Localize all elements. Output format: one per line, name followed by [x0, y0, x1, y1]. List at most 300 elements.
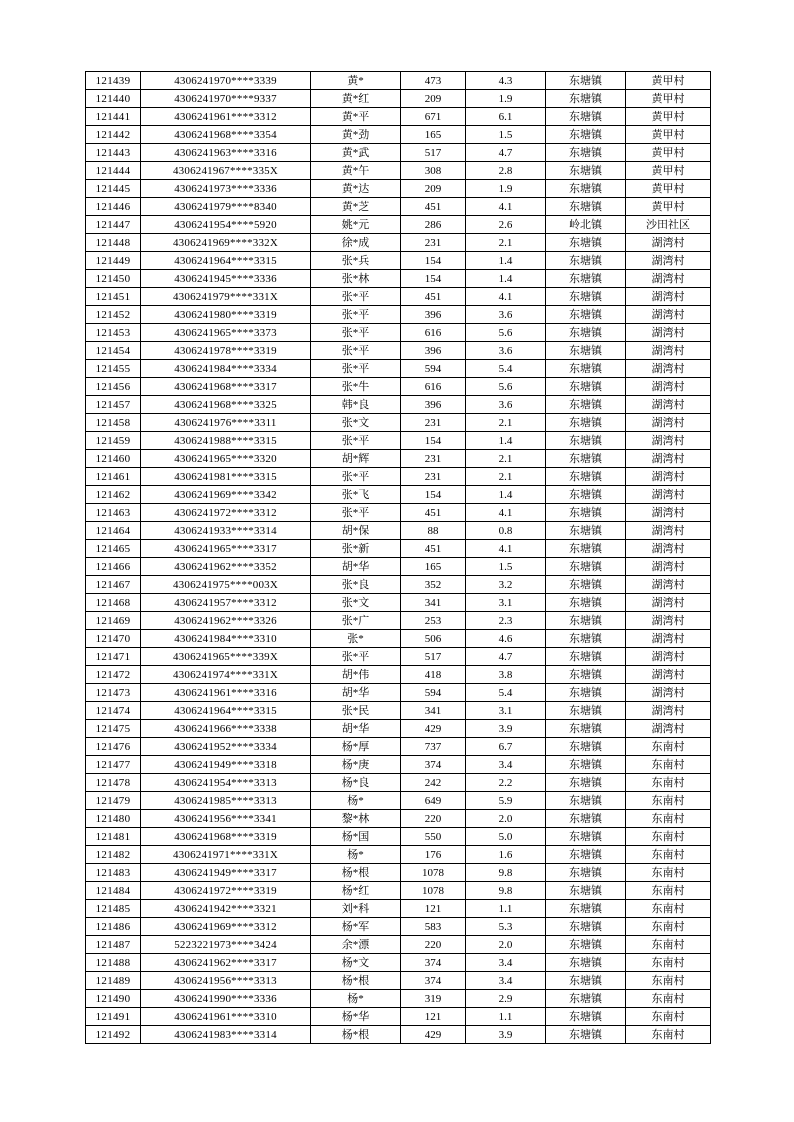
serial-number-cell: 121473 — [86, 684, 141, 702]
area-cell: 4.6 — [466, 630, 546, 648]
town-cell: 东塘镇 — [546, 990, 626, 1008]
table-row — [86, 216, 711, 234]
amount-cell: 231 — [401, 234, 466, 252]
serial-number-cell: 121468 — [86, 594, 141, 612]
name-cell: 张*牛 — [311, 378, 401, 396]
town-cell: 东塘镇 — [546, 522, 626, 540]
town-cell: 东塘镇 — [546, 954, 626, 972]
table-row — [86, 612, 711, 630]
name-cell: 杨*华 — [311, 1008, 401, 1026]
name-cell: 胡*伟 — [311, 666, 401, 684]
name-cell: 杨*根 — [311, 864, 401, 882]
town-cell: 东塘镇 — [546, 684, 626, 702]
area-cell: 2.0 — [466, 810, 546, 828]
name-cell: 黄*平 — [311, 108, 401, 126]
table-row — [86, 72, 711, 90]
area-cell: 2.1 — [466, 468, 546, 486]
area-cell: 2.1 — [466, 234, 546, 252]
table-row — [86, 198, 711, 216]
town-cell: 东塘镇 — [546, 486, 626, 504]
village-cell: 湖湾村 — [626, 486, 711, 504]
name-cell: 胡*华 — [311, 684, 401, 702]
serial-number-cell: 121489 — [86, 972, 141, 990]
town-cell: 东塘镇 — [546, 108, 626, 126]
area-cell: 2.9 — [466, 990, 546, 1008]
serial-number-cell: 121453 — [86, 324, 141, 342]
name-cell: 张*平 — [311, 468, 401, 486]
village-cell: 黄甲村 — [626, 180, 711, 198]
serial-number-cell: 121482 — [86, 846, 141, 864]
table-row — [86, 828, 711, 846]
table-row — [86, 414, 711, 432]
area-cell: 3.4 — [466, 756, 546, 774]
table-row — [86, 1008, 711, 1026]
area-cell: 2.1 — [466, 414, 546, 432]
name-cell: 韩*良 — [311, 396, 401, 414]
town-cell: 东塘镇 — [546, 558, 626, 576]
table-row — [86, 702, 711, 720]
serial-number-cell: 121460 — [86, 450, 141, 468]
id-number-cell: 4306241972****3312 — [141, 504, 311, 522]
name-cell: 张*民 — [311, 702, 401, 720]
name-cell: 余*漂 — [311, 936, 401, 954]
name-cell: 张*文 — [311, 594, 401, 612]
town-cell: 东塘镇 — [546, 162, 626, 180]
name-cell: 张*良 — [311, 576, 401, 594]
town-cell: 东塘镇 — [546, 702, 626, 720]
table-row — [86, 162, 711, 180]
town-cell: 东塘镇 — [546, 396, 626, 414]
serial-number-cell: 121449 — [86, 252, 141, 270]
table-row — [86, 522, 711, 540]
amount-cell: 429 — [401, 1026, 466, 1044]
table-row — [86, 936, 711, 954]
serial-number-cell: 121471 — [86, 648, 141, 666]
town-cell: 东塘镇 — [546, 252, 626, 270]
id-number-cell: 4306241972****3319 — [141, 882, 311, 900]
town-cell: 东塘镇 — [546, 1008, 626, 1026]
name-cell: 张*平 — [311, 648, 401, 666]
name-cell: 姚*元 — [311, 216, 401, 234]
area-cell: 3.1 — [466, 594, 546, 612]
amount-cell: 165 — [401, 126, 466, 144]
name-cell: 胡*保 — [311, 522, 401, 540]
id-number-cell: 4306241961****3312 — [141, 108, 311, 126]
table-row — [86, 900, 711, 918]
table-row — [86, 864, 711, 882]
town-cell: 东塘镇 — [546, 378, 626, 396]
village-cell: 黄甲村 — [626, 162, 711, 180]
amount-cell: 396 — [401, 306, 466, 324]
area-cell: 4.3 — [466, 72, 546, 90]
name-cell: 徐*成 — [311, 234, 401, 252]
name-cell: 黄*红 — [311, 90, 401, 108]
town-cell: 东塘镇 — [546, 468, 626, 486]
name-cell: 胡*华 — [311, 558, 401, 576]
serial-number-cell: 121455 — [86, 360, 141, 378]
town-cell: 东塘镇 — [546, 414, 626, 432]
area-cell: 5.3 — [466, 918, 546, 936]
id-number-cell: 4306241956****3313 — [141, 972, 311, 990]
amount-cell: 121 — [401, 1008, 466, 1026]
town-cell: 东塘镇 — [546, 936, 626, 954]
name-cell: 张*平 — [311, 324, 401, 342]
area-cell: 9.8 — [466, 882, 546, 900]
name-cell: 张* — [311, 630, 401, 648]
name-cell: 张*平 — [311, 504, 401, 522]
id-number-cell: 4306241962****3352 — [141, 558, 311, 576]
village-cell: 湖湾村 — [626, 630, 711, 648]
village-cell: 黄甲村 — [626, 198, 711, 216]
table-row — [86, 90, 711, 108]
id-number-cell: 4306241979****331X — [141, 288, 311, 306]
name-cell: 杨* — [311, 792, 401, 810]
village-cell: 湖湾村 — [626, 612, 711, 630]
village-cell: 东南村 — [626, 900, 711, 918]
serial-number-cell: 121448 — [86, 234, 141, 252]
village-cell: 湖湾村 — [626, 252, 711, 270]
amount-cell: 154 — [401, 486, 466, 504]
id-number-cell: 4306241949****3317 — [141, 864, 311, 882]
name-cell: 黄* — [311, 72, 401, 90]
id-number-cell: 4306241961****3310 — [141, 1008, 311, 1026]
id-number-cell: 4306241963****3316 — [141, 144, 311, 162]
serial-number-cell: 121475 — [86, 720, 141, 738]
name-cell: 杨*军 — [311, 918, 401, 936]
town-cell: 东塘镇 — [546, 270, 626, 288]
area-cell: 1.5 — [466, 126, 546, 144]
id-number-cell: 4306241962****3317 — [141, 954, 311, 972]
serial-number-cell: 121492 — [86, 1026, 141, 1044]
town-cell: 东塘镇 — [546, 342, 626, 360]
town-cell: 东塘镇 — [546, 450, 626, 468]
village-cell: 东南村 — [626, 810, 711, 828]
village-cell: 湖湾村 — [626, 342, 711, 360]
area-cell: 4.1 — [466, 198, 546, 216]
village-cell: 黄甲村 — [626, 90, 711, 108]
id-number-cell: 4306241968****3354 — [141, 126, 311, 144]
area-cell: 4.1 — [466, 504, 546, 522]
area-cell: 5.6 — [466, 324, 546, 342]
serial-number-cell: 121465 — [86, 540, 141, 558]
town-cell: 东塘镇 — [546, 90, 626, 108]
amount-cell: 616 — [401, 324, 466, 342]
serial-number-cell: 121472 — [86, 666, 141, 684]
area-cell: 4.7 — [466, 648, 546, 666]
table-row — [86, 1026, 711, 1044]
table-row — [86, 720, 711, 738]
serial-number-cell: 121440 — [86, 90, 141, 108]
area-cell: 5.0 — [466, 828, 546, 846]
table-row — [86, 756, 711, 774]
table-row — [86, 468, 711, 486]
name-cell: 黎*林 — [311, 810, 401, 828]
amount-cell: 231 — [401, 450, 466, 468]
name-cell: 张*平 — [311, 432, 401, 450]
serial-number-cell: 121485 — [86, 900, 141, 918]
village-cell: 黄甲村 — [626, 108, 711, 126]
table-row — [86, 594, 711, 612]
id-number-cell: 4306241968****3317 — [141, 378, 311, 396]
village-cell: 湖湾村 — [626, 270, 711, 288]
name-cell: 黄*午 — [311, 162, 401, 180]
amount-cell: 396 — [401, 342, 466, 360]
amount-cell: 451 — [401, 540, 466, 558]
amount-cell: 374 — [401, 756, 466, 774]
town-cell: 东塘镇 — [546, 180, 626, 198]
serial-number-cell: 121442 — [86, 126, 141, 144]
serial-number-cell: 121481 — [86, 828, 141, 846]
id-number-cell: 4306241985****3313 — [141, 792, 311, 810]
serial-number-cell: 121483 — [86, 864, 141, 882]
village-cell: 东南村 — [626, 792, 711, 810]
amount-cell: 737 — [401, 738, 466, 756]
area-cell: 1.5 — [466, 558, 546, 576]
village-cell: 黄甲村 — [626, 144, 711, 162]
name-cell: 胡*辉 — [311, 450, 401, 468]
amount-cell: 616 — [401, 378, 466, 396]
table-row — [86, 486, 711, 504]
village-cell: 沙田社区 — [626, 216, 711, 234]
amount-cell: 594 — [401, 684, 466, 702]
town-cell: 东塘镇 — [546, 846, 626, 864]
amount-cell: 319 — [401, 990, 466, 1008]
town-cell: 东塘镇 — [546, 882, 626, 900]
village-cell: 东南村 — [626, 1008, 711, 1026]
village-cell: 东南村 — [626, 882, 711, 900]
id-number-cell: 4306241961****3316 — [141, 684, 311, 702]
name-cell: 刘*科 — [311, 900, 401, 918]
id-number-cell: 4306241965****3320 — [141, 450, 311, 468]
area-cell: 1.4 — [466, 432, 546, 450]
id-number-cell: 4306241965****339X — [141, 648, 311, 666]
serial-number-cell: 121461 — [86, 468, 141, 486]
town-cell: 东塘镇 — [546, 504, 626, 522]
area-cell: 5.9 — [466, 792, 546, 810]
area-cell: 3.8 — [466, 666, 546, 684]
id-number-cell: 4306241967****335X — [141, 162, 311, 180]
village-cell: 湖湾村 — [626, 468, 711, 486]
area-cell: 6.7 — [466, 738, 546, 756]
amount-cell: 88 — [401, 522, 466, 540]
town-cell: 岭北镇 — [546, 216, 626, 234]
town-cell: 东塘镇 — [546, 666, 626, 684]
amount-cell: 473 — [401, 72, 466, 90]
area-cell: 3.6 — [466, 396, 546, 414]
serial-number-cell: 121457 — [86, 396, 141, 414]
area-cell: 3.1 — [466, 702, 546, 720]
id-number-cell: 4306241975****003X — [141, 576, 311, 594]
town-cell: 东塘镇 — [546, 306, 626, 324]
serial-number-cell: 121439 — [86, 72, 141, 90]
village-cell: 湖湾村 — [626, 576, 711, 594]
serial-number-cell: 121446 — [86, 198, 141, 216]
area-cell: 9.8 — [466, 864, 546, 882]
town-cell: 东塘镇 — [546, 918, 626, 936]
village-cell: 湖湾村 — [626, 648, 711, 666]
id-number-cell: 4306241957****3312 — [141, 594, 311, 612]
table-row — [86, 648, 711, 666]
village-cell: 湖湾村 — [626, 450, 711, 468]
table-row — [86, 666, 711, 684]
name-cell: 张*林 — [311, 270, 401, 288]
amount-cell: 671 — [401, 108, 466, 126]
amount-cell: 121 — [401, 900, 466, 918]
id-number-cell: 4306241983****3314 — [141, 1026, 311, 1044]
amount-cell: 209 — [401, 180, 466, 198]
village-cell: 湖湾村 — [626, 432, 711, 450]
name-cell: 杨*庚 — [311, 756, 401, 774]
name-cell: 黄*达 — [311, 180, 401, 198]
amount-cell: 1078 — [401, 882, 466, 900]
id-number-cell: 4306241978****3319 — [141, 342, 311, 360]
amount-cell: 429 — [401, 720, 466, 738]
village-cell: 东南村 — [626, 918, 711, 936]
town-cell: 东塘镇 — [546, 288, 626, 306]
amount-cell: 1078 — [401, 864, 466, 882]
serial-number-cell: 121487 — [86, 936, 141, 954]
area-cell: 6.1 — [466, 108, 546, 126]
name-cell: 杨*良 — [311, 774, 401, 792]
area-cell: 5.6 — [466, 378, 546, 396]
id-number-cell: 4306241954****5920 — [141, 216, 311, 234]
serial-number-cell: 121469 — [86, 612, 141, 630]
name-cell: 张*飞 — [311, 486, 401, 504]
amount-cell: 286 — [401, 216, 466, 234]
serial-number-cell: 121462 — [86, 486, 141, 504]
id-number-cell: 4306241945****3336 — [141, 270, 311, 288]
area-cell: 1.4 — [466, 486, 546, 504]
area-cell: 3.9 — [466, 1026, 546, 1044]
id-number-cell: 4306241984****3310 — [141, 630, 311, 648]
town-cell: 东塘镇 — [546, 612, 626, 630]
amount-cell: 517 — [401, 144, 466, 162]
village-cell: 东南村 — [626, 972, 711, 990]
town-cell: 东塘镇 — [546, 198, 626, 216]
serial-number-cell: 121486 — [86, 918, 141, 936]
table-row — [86, 540, 711, 558]
id-number-cell: 4306241970****3339 — [141, 72, 311, 90]
table-row — [86, 108, 711, 126]
id-number-cell: 4306241976****3311 — [141, 414, 311, 432]
id-number-cell: 4306241969****332X — [141, 234, 311, 252]
amount-cell: 451 — [401, 198, 466, 216]
town-cell: 东塘镇 — [546, 360, 626, 378]
area-cell: 3.4 — [466, 972, 546, 990]
area-cell: 2.8 — [466, 162, 546, 180]
id-number-cell: 4306241981****3315 — [141, 468, 311, 486]
village-cell: 东南村 — [626, 864, 711, 882]
serial-number-cell: 121490 — [86, 990, 141, 1008]
amount-cell: 231 — [401, 468, 466, 486]
village-cell: 东南村 — [626, 954, 711, 972]
area-cell: 3.9 — [466, 720, 546, 738]
serial-number-cell: 121467 — [86, 576, 141, 594]
amount-cell: 594 — [401, 360, 466, 378]
serial-number-cell: 121477 — [86, 756, 141, 774]
area-cell: 1.9 — [466, 90, 546, 108]
village-cell: 湖湾村 — [626, 396, 711, 414]
serial-number-cell: 121443 — [86, 144, 141, 162]
name-cell: 杨*国 — [311, 828, 401, 846]
area-cell: 3.2 — [466, 576, 546, 594]
table-row — [86, 252, 711, 270]
table-row — [86, 396, 711, 414]
village-cell: 湖湾村 — [626, 306, 711, 324]
name-cell: 张*平 — [311, 306, 401, 324]
town-cell: 东塘镇 — [546, 234, 626, 252]
amount-cell: 374 — [401, 972, 466, 990]
table-row — [86, 990, 711, 1008]
amount-cell: 649 — [401, 792, 466, 810]
area-cell: 3.4 — [466, 954, 546, 972]
village-cell: 湖湾村 — [626, 720, 711, 738]
table-row — [86, 288, 711, 306]
area-cell: 2.1 — [466, 450, 546, 468]
name-cell: 张*平 — [311, 342, 401, 360]
table-row — [86, 432, 711, 450]
area-cell: 2.3 — [466, 612, 546, 630]
amount-cell: 451 — [401, 288, 466, 306]
id-number-cell: 4306241979****8340 — [141, 198, 311, 216]
table-row — [86, 846, 711, 864]
name-cell: 杨*厚 — [311, 738, 401, 756]
id-number-cell: 4306241969****3312 — [141, 918, 311, 936]
serial-number-cell: 121441 — [86, 108, 141, 126]
name-cell: 杨* — [311, 990, 401, 1008]
town-cell: 东塘镇 — [546, 144, 626, 162]
village-cell: 湖湾村 — [626, 234, 711, 252]
table-row — [86, 450, 711, 468]
name-cell: 张*平 — [311, 360, 401, 378]
village-cell: 东南村 — [626, 756, 711, 774]
table-row — [86, 738, 711, 756]
village-cell: 湖湾村 — [626, 666, 711, 684]
table-row — [86, 180, 711, 198]
village-cell: 湖湾村 — [626, 360, 711, 378]
amount-cell: 308 — [401, 162, 466, 180]
name-cell: 黄*武 — [311, 144, 401, 162]
id-number-cell: 5223221973****3424 — [141, 936, 311, 954]
table-row — [86, 360, 711, 378]
name-cell: 张*平 — [311, 288, 401, 306]
town-cell: 东塘镇 — [546, 126, 626, 144]
area-cell: 0.8 — [466, 522, 546, 540]
table-body — [86, 72, 711, 1044]
name-cell: 黄*芝 — [311, 198, 401, 216]
village-cell: 东南村 — [626, 1026, 711, 1044]
town-cell: 东塘镇 — [546, 630, 626, 648]
id-number-cell: 4306241988****3315 — [141, 432, 311, 450]
area-cell: 4.7 — [466, 144, 546, 162]
name-cell: 杨* — [311, 846, 401, 864]
village-cell: 湖湾村 — [626, 540, 711, 558]
table-row — [86, 126, 711, 144]
village-cell: 湖湾村 — [626, 522, 711, 540]
town-cell: 东塘镇 — [546, 324, 626, 342]
town-cell: 东塘镇 — [546, 792, 626, 810]
serial-number-cell: 121479 — [86, 792, 141, 810]
table-row — [86, 504, 711, 522]
amount-cell: 176 — [401, 846, 466, 864]
village-cell: 湖湾村 — [626, 378, 711, 396]
amount-cell: 165 — [401, 558, 466, 576]
area-cell: 1.4 — [466, 270, 546, 288]
amount-cell: 550 — [401, 828, 466, 846]
id-number-cell: 4306241984****3334 — [141, 360, 311, 378]
serial-number-cell: 121474 — [86, 702, 141, 720]
area-cell: 2.6 — [466, 216, 546, 234]
